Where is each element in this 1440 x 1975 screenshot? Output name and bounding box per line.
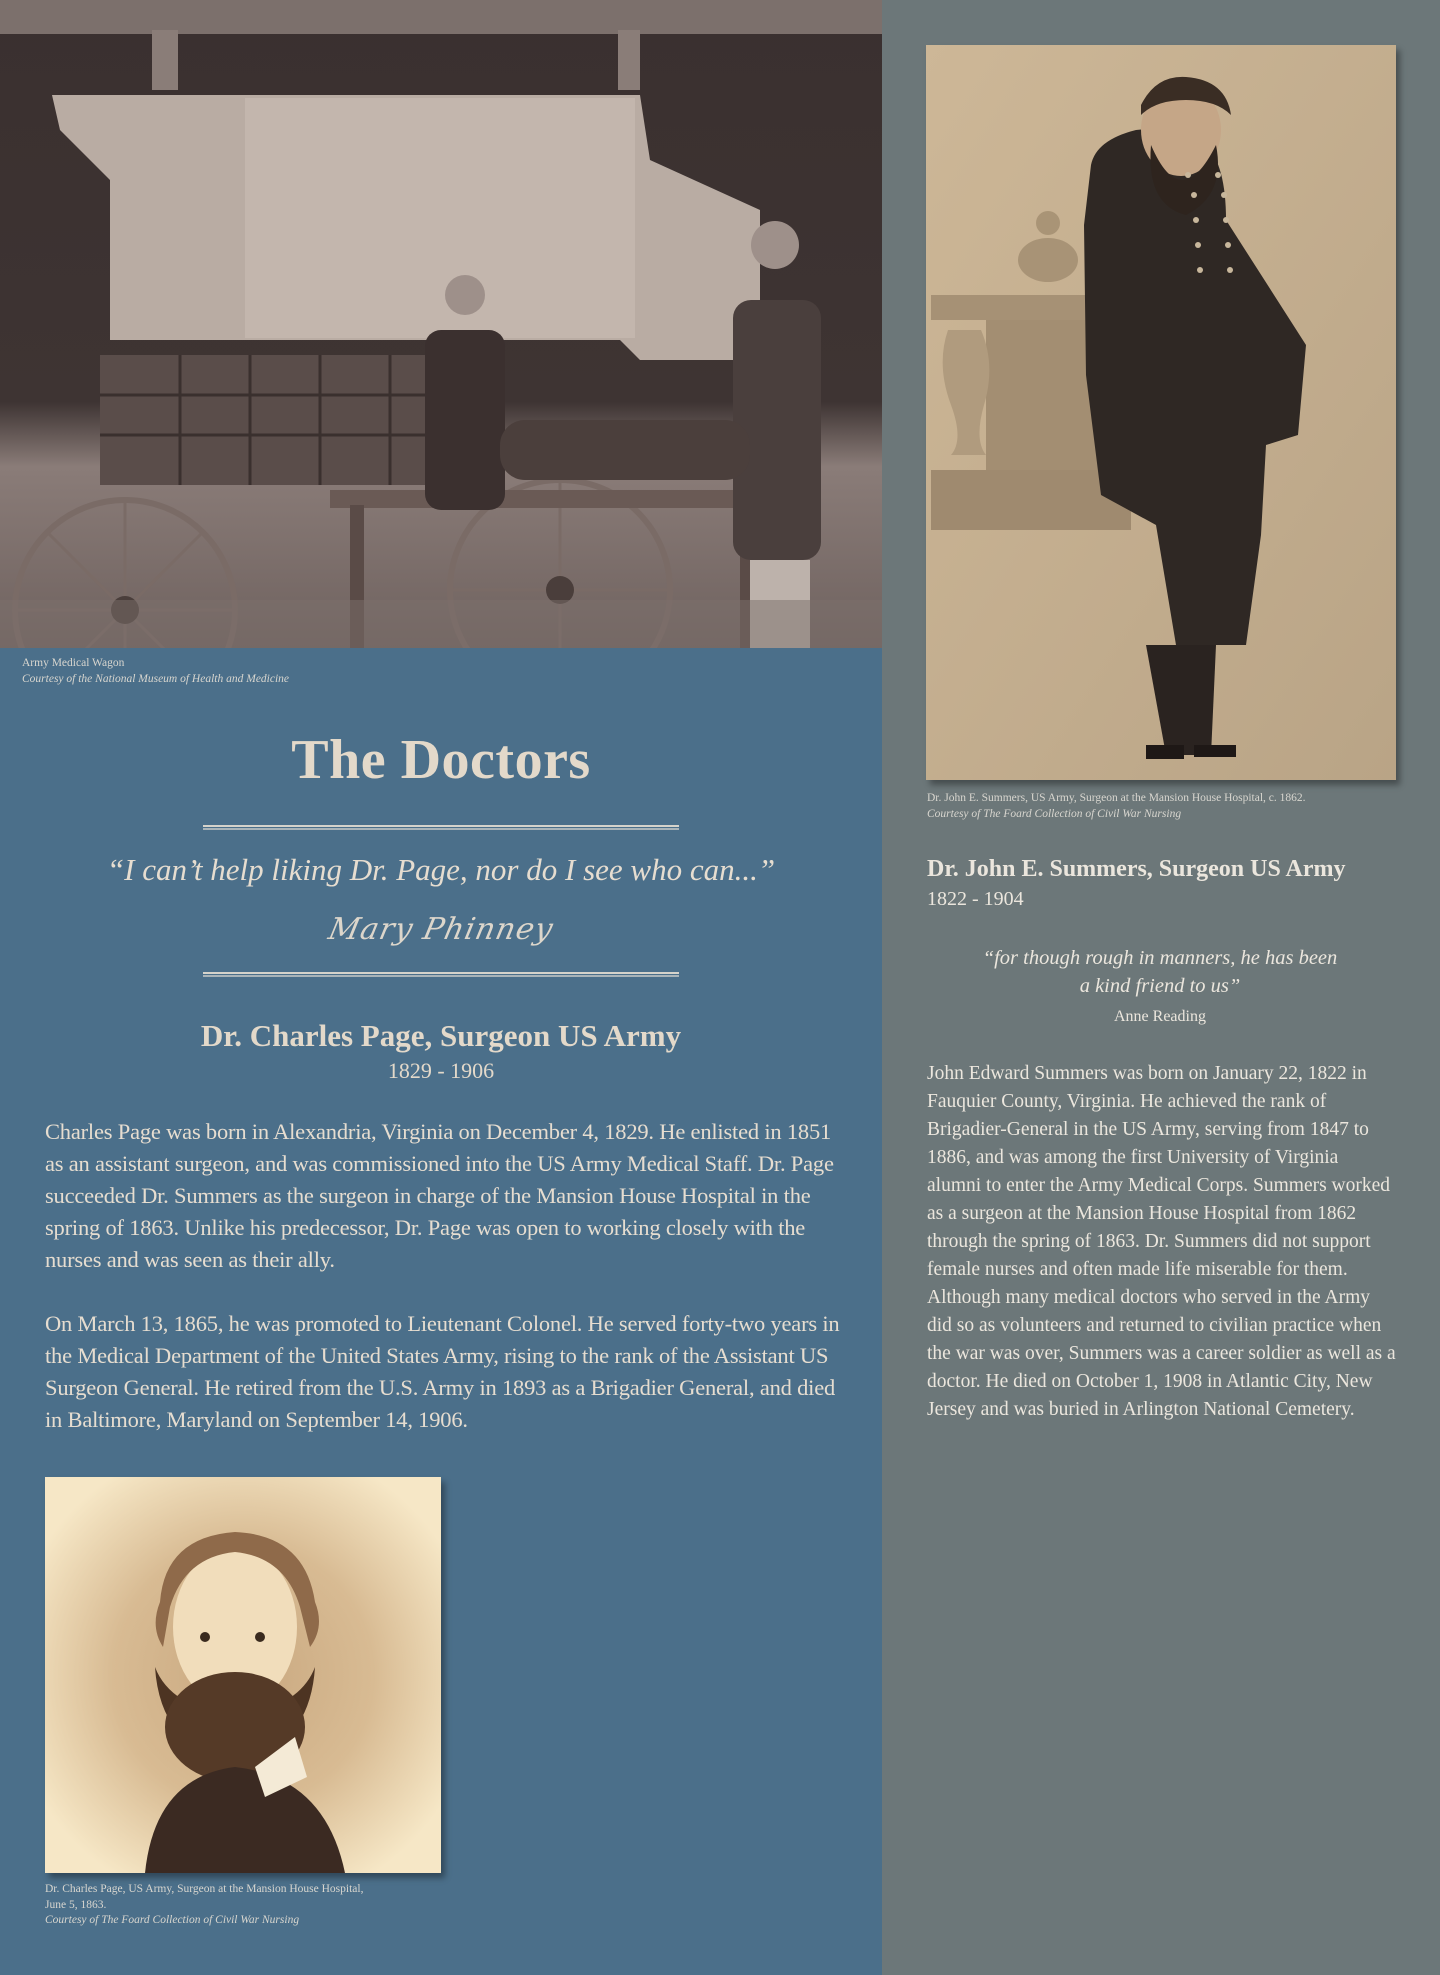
page-quote: “I can’t help liking Dr. Page, nor do I see who can...” [106, 852, 776, 887]
summers-quote-author: Anne Reading [1114, 1008, 1206, 1025]
page-caption-line1: Dr. Charles Page, US Army, Surgeon at the Mansion House Hospital, [45, 1883, 364, 1895]
wagon-photo-caption [22, 656, 289, 687]
john-summers-portrait-icon [926, 45, 1396, 780]
summers-quote-line2: a kind friend to us” [1079, 975, 1241, 997]
summers-caption-credit: Courtesy of The Foard Collection of Civil War Nursing [927, 807, 1182, 820]
page-title: The Doctors [291, 729, 591, 791]
page-caption-line2: June 5, 1863. [45, 1898, 107, 1911]
summers-quote-line1: “for though rough in manners, he has been [982, 947, 1338, 969]
charles-page-years: 1829 - 1906 [387, 1058, 495, 1083]
charles-page-bio-paragraph-2: On March 13, 1865, he was promoted to Lieutenant Colonel. He served forty-two years in the Medical Department of the United States Army, rising to the rank of the Assistant US Surgeon General. He retired from the U.S. Army in 1893 as a Brigadier General, and died in Baltimore, Maryland on September 14, 1906. [45, 1311, 840, 1432]
john-summers-bio: John Edward Summers was born on January 22, 1822 in Fauquier County, Virginia. He achieved the rank of Brigadier-General in the US Army, serving from 1847 to 1886, and was among the first University of Virginia alumni to enter the Army Medical Corps. Summers worked as a surgeon at the Mansion House Hospital from 1862 through the spring of 1863. Dr. Summers did not support female nurses and often made life miserable for them. Although many medical doctors who served in the Army did so as volunteers and returned to civilian practice when the war was over, Summers was a career soldier as well as a doctor. He died on October 1, 1908 in Atlantic City, New Jersey and was buried in Arlington National Cemetery. [927, 1063, 1396, 1420]
wagon-photo-icon [0, 0, 882, 648]
john-summers-heading: Dr. John E. Summers, Surgeon US Army [927, 856, 1346, 882]
summers-caption-title: Dr. John E. Summers, US Army, Surgeon at the Mansion House Hospital, c. 1862. [927, 792, 1306, 804]
john-summers-portrait-photo [926, 45, 1396, 780]
charles-page-photo-caption [45, 1882, 363, 1929]
wagon-caption-title: Army Medical Wagon [22, 657, 125, 669]
page-caption-credit: Courtesy of The Foard Collection of Civil War Nursing [45, 1914, 300, 1926]
charles-page-portrait-icon [45, 1477, 441, 1873]
army-medical-wagon-photo [0, 0, 882, 648]
wagon-caption-credit: Courtesy of the National Museum of Health and Medicine [22, 672, 290, 685]
title-divider-bottom [203, 972, 679, 978]
john-summers-years: 1822 - 1904 [927, 888, 1024, 910]
charles-page-bio-paragraph-1: Charles Page was born in Alexandria, Virginia on December 4, 1829. He enlisted in 1851 as an assistant surgeon, and was commissioned into the US Army Medical Staff. Dr. Page succeeded Dr. Summers as the surgeon in charge of the Mansion House Hospital in the spring of 1863. Unlike his predecessor, Dr. Page was open to working closely with the nurses and was seen as their ally. [45, 1119, 834, 1272]
title-divider-top [203, 825, 679, 831]
quote-author-signature: Mary Phinney [325, 912, 557, 947]
john-summers-photo-caption [927, 791, 1306, 822]
charles-page-portrait-photo [45, 1477, 441, 1873]
charles-page-heading: Dr. Charles Page, Surgeon US Army [200, 1018, 682, 1053]
john-summers-quote [900, 944, 1420, 1000]
